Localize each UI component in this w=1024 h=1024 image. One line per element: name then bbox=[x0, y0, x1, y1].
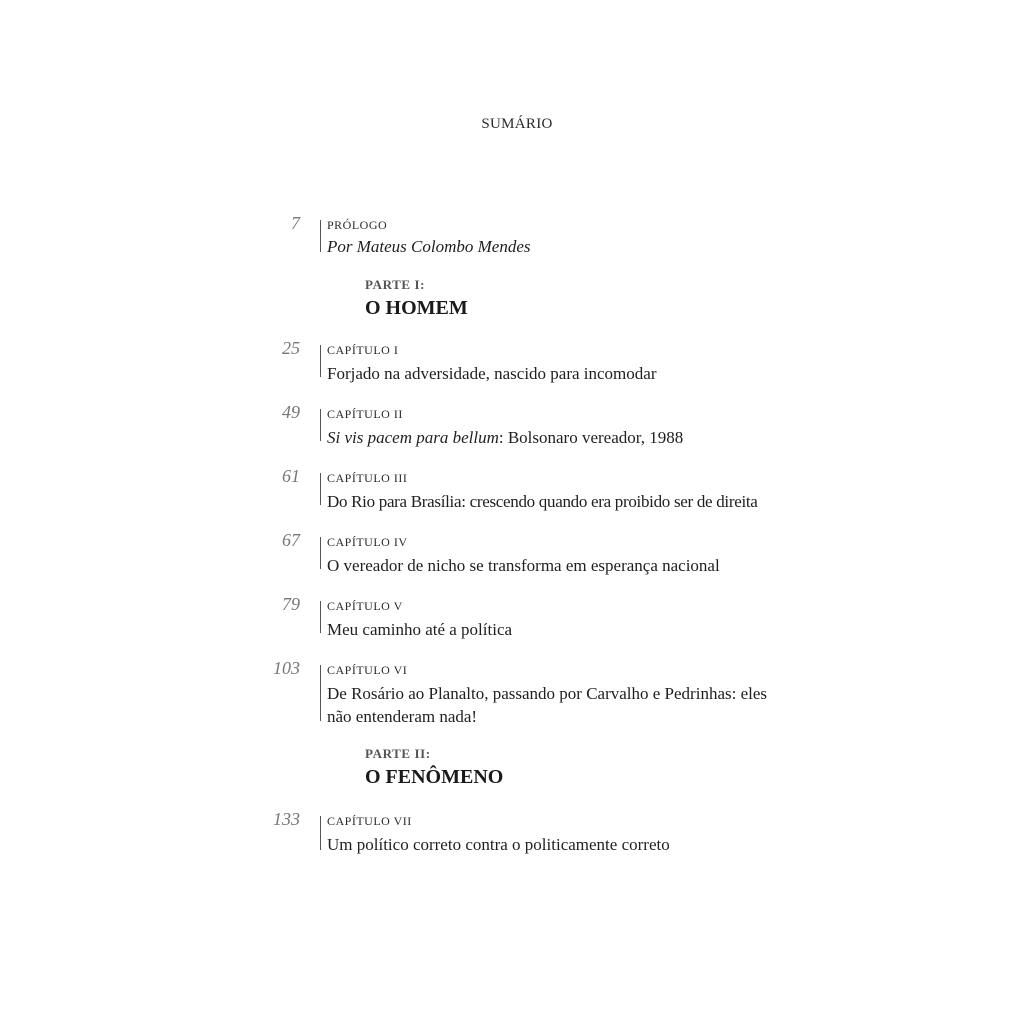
page-title: SUMÁRIO bbox=[481, 116, 553, 132]
part-heading-1 bbox=[365, 277, 468, 320]
entry-title: O vereador de nicho se transforma em esperança nacional bbox=[327, 556, 720, 575]
entry-text bbox=[327, 814, 797, 856]
entry-rule bbox=[320, 345, 321, 377]
entry-label: CAPÍTULO V bbox=[327, 599, 403, 613]
entry-text bbox=[327, 599, 797, 641]
entry-rule bbox=[320, 220, 321, 252]
entry-title-italic: Si vis pacem para bellum bbox=[327, 428, 499, 447]
part-title: O HOMEM bbox=[365, 297, 468, 319]
page-number: 7 bbox=[291, 213, 300, 233]
page-number: 67 bbox=[282, 530, 300, 550]
entry-label: CAPÍTULO III bbox=[327, 471, 408, 485]
part-label: PARTE I: bbox=[365, 277, 426, 292]
entry-label: CAPÍTULO I bbox=[327, 343, 399, 357]
entry-label: CAPÍTULO VII bbox=[327, 814, 412, 828]
entry-title: Do Rio para Brasília: crescendo quando era proibido ser de direita bbox=[327, 492, 758, 511]
entry-title: Forjado na adversidade, nascido para incomodar bbox=[327, 364, 657, 383]
entry-title-rest: : Bolsonaro vereador, 1988 bbox=[498, 428, 684, 447]
entry-title: Um político correto contra o politicamente correto bbox=[327, 835, 670, 854]
page-number: 25 bbox=[282, 338, 300, 358]
page-number: 133 bbox=[273, 809, 300, 829]
entry-text bbox=[327, 343, 797, 385]
entry-text bbox=[327, 663, 797, 728]
entry-title: De Rosário ao Planalto, passando por Carvalho e Pedrinhas: eles não entenderam nada! bbox=[327, 684, 768, 726]
entry-text bbox=[327, 218, 797, 258]
entry-label: PRÓLOGO bbox=[327, 218, 388, 232]
entry-rule bbox=[320, 665, 321, 721]
entry-text bbox=[327, 535, 797, 577]
entry-text bbox=[327, 407, 797, 449]
entry-rule bbox=[320, 473, 321, 505]
entry-label: CAPÍTULO VI bbox=[327, 663, 408, 677]
page-number: 79 bbox=[282, 594, 300, 614]
entry-label: CAPÍTULO II bbox=[327, 407, 403, 421]
part-heading-2 bbox=[365, 746, 503, 789]
entry-text bbox=[327, 471, 797, 513]
entry-rule bbox=[320, 409, 321, 441]
entry-title bbox=[327, 426, 797, 449]
entry-rule bbox=[320, 816, 321, 850]
entry-rule bbox=[320, 537, 321, 569]
entry-title: Por Mateus Colombo Mendes bbox=[327, 237, 531, 256]
entry-title: Meu caminho até a política bbox=[327, 620, 513, 639]
page-number: 103 bbox=[273, 658, 300, 678]
part-title: O FENÔMENO bbox=[365, 766, 504, 788]
entry-rule bbox=[320, 601, 321, 633]
part-label: PARTE II: bbox=[365, 746, 431, 761]
page-number: 61 bbox=[282, 466, 300, 486]
page-number: 49 bbox=[282, 402, 300, 422]
entry-label: CAPÍTULO IV bbox=[327, 535, 408, 549]
